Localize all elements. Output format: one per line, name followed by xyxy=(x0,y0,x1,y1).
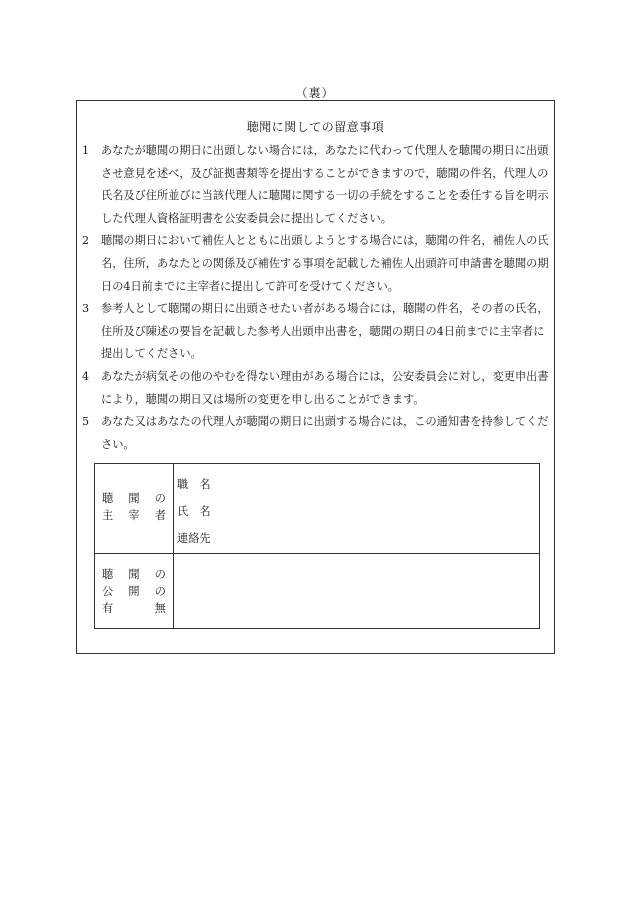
public-label-cell xyxy=(95,554,174,628)
item-text: 参考人として聴聞の期日に出頭させたい者がある場合には，聴聞の件名，その者の氏名，住所及び陳述の要旨を記載した参考人出頭申出書を，聴聞の期日の4日前までに主宰者に提出してください。 xyxy=(101,302,549,361)
item-number: 4 xyxy=(82,369,90,383)
presider-label-line2: 主宰者 xyxy=(102,509,166,522)
notice-items xyxy=(82,140,552,456)
item-number: 3 xyxy=(82,302,90,316)
notice-frame xyxy=(76,100,555,654)
item-text: あなた又はあなたの代理人が聴聞の期日に出頭する場合には，この通知書を持参してください。 xyxy=(101,415,549,451)
page-side-label: （裏） xyxy=(295,86,335,100)
presider-row xyxy=(95,464,539,554)
item-number: 5 xyxy=(82,415,90,429)
notice-item xyxy=(82,140,552,230)
presider-info-table xyxy=(94,463,540,629)
notice-item xyxy=(82,411,552,456)
public-label-line3: 有無 xyxy=(102,602,166,615)
item-text: あなたが病気その他のやむを得ない理由がある場合には，公安委員会に対し，変更申出書により，聴聞の期日又は場所の変更を申し出ることができます。 xyxy=(101,369,549,406)
public-label-line2: 公開の xyxy=(102,585,166,598)
contact-label: 連絡先 xyxy=(177,532,211,545)
position-label: 職 名 xyxy=(177,478,211,491)
item-number: 2 xyxy=(82,234,90,248)
public-hearing-row xyxy=(95,554,539,628)
notice-item xyxy=(82,298,552,366)
presider-label-line1: 聴聞の xyxy=(102,492,166,505)
item-number: 1 xyxy=(82,144,90,157)
notice-item xyxy=(82,230,552,298)
public-label-line1: 聴聞の xyxy=(102,568,166,581)
item-text: 聴聞の期日において補佐人とともに出頭しようとする場合には，聴聞の件名，補佐人の氏名，住所，あなたとの関係及び補佐する事項を記載した補佐人出頭許可申請書を聴聞の期日の4日前までに主宰者に提出して許可を受けてください。 xyxy=(101,234,549,293)
presider-label-cell xyxy=(95,464,174,553)
name-label: 氏 名 xyxy=(177,505,211,518)
notice-item xyxy=(82,366,552,411)
item-text: あなたが聴聞の期日に出頭しない場合には，あなたに代わって代理人を聴聞の期日に出頭させ意見を述べ，及び証拠書類等を提出することができますので，聴聞の件名，代理人の氏名及び住所並びに当該代理人に聴聞に関する一切の手続をすることを委任する旨を明示した代理人資格証明書を公安委員会に提出してください。 xyxy=(101,144,549,225)
notice-heading: 聴聞に関しての留意事項 xyxy=(246,120,385,134)
